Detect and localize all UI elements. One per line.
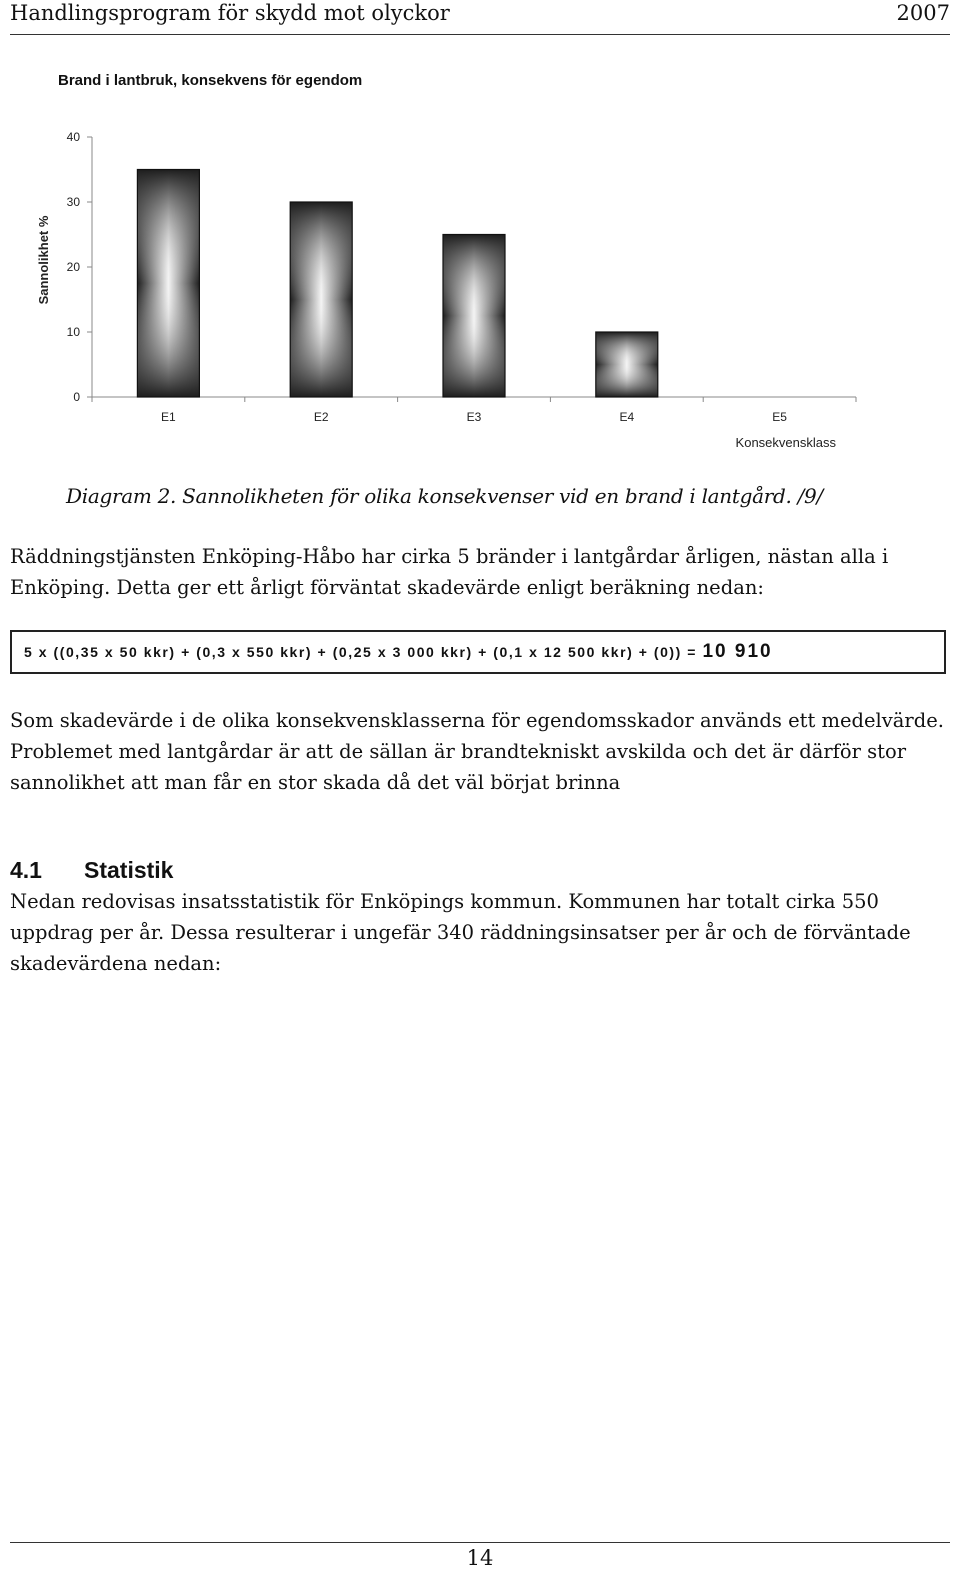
section-title: Statistik	[84, 857, 174, 883]
x-tick-label: E4	[619, 410, 635, 424]
y-tick-label: 10	[66, 325, 80, 339]
y-tick-label: 30	[66, 195, 80, 209]
paragraph-statistik: Nedan redovisas insatsstatistik för Enköpings kommun. Kommunen har totalt cirka 550 uppdrag per år. Dessa resulterar i ungefär 340 räddningsinsatser per år och de förväntade skadevärdena nedan:	[10, 890, 911, 975]
bar-shade-e2	[290, 202, 352, 397]
bar-shade-e4	[596, 332, 658, 397]
page-number: 14	[466, 1546, 494, 1570]
chart-caption: Diagram 2. Sannolikheten för olika konsekvenser vid en brand i lantgård. /9/	[66, 484, 823, 508]
formula-result: 10 910	[702, 641, 773, 662]
formula-expression: 5 x ((0,35 x 50 kkr) + (0,3 x 550 kkr) + (0,25 x 3 000 kkr) + (0,1 x 12 500 kkr) + (0)) =	[24, 644, 698, 660]
y-tick-label: 20	[66, 260, 80, 274]
y-tick-label: 0	[73, 390, 80, 404]
x-tick-label: E5	[772, 410, 787, 424]
bar-shade-e3	[443, 235, 505, 398]
header-year: 2007	[896, 1, 950, 25]
x-tick-label: E1	[161, 410, 176, 424]
bar-shade-e1	[137, 170, 199, 398]
paragraph-skadevarde: Som skadevärde i de olika konsekvensklasserna för egendomsskador används ett medelvärde. Problemet med lantgårdar är att de sällan är brandtekniskt avskilda och det är därför stor sannolikhet att man får en stor skada då det väl börjat brinna	[10, 709, 944, 794]
y-axis-label: Sannolikhet %	[36, 215, 51, 305]
x-tick-label: E2	[313, 410, 329, 424]
page-header	[10, 0, 950, 35]
y-tick-label: 40	[66, 130, 80, 144]
x-axis-label: Konsekvensklass	[735, 435, 836, 450]
header-title: Handlingsprogram för skydd mot olyckor	[10, 1, 450, 25]
footer-divider	[10, 1542, 950, 1543]
formula-box	[10, 630, 946, 674]
section-number: 4.1	[10, 857, 42, 883]
paragraph-intro: Räddningstjänsten Enköping-Håbo har cirka 5 bränder i lantgårdar årligen, nästan alla i Enköping. Detta ger ett årligt förväntat skadevärde enligt beräkning nedan:	[10, 545, 889, 599]
chart-title: Brand i lantbruk, konsekvens för egendom	[58, 72, 363, 89]
bar-chart	[0, 110, 960, 470]
x-tick-label: E3	[466, 410, 482, 424]
section-heading	[10, 857, 173, 884]
